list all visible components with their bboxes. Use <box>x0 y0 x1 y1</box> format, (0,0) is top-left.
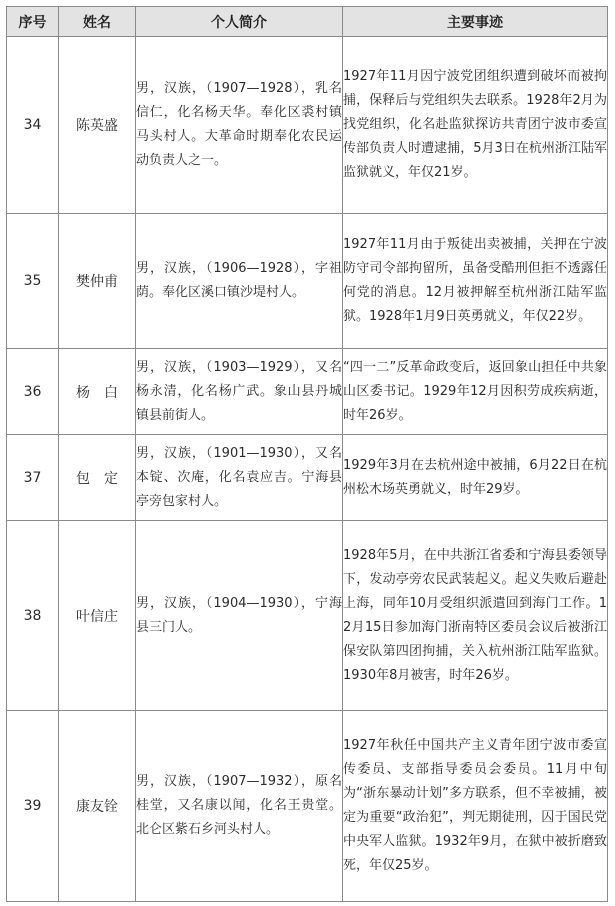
row-bio-text: 男，汉族，（1907—1932），原名桂堂，又名康以闻，化名王贵堂。北仑区紫石乡河头村人。 <box>136 774 342 837</box>
martyr-bio-table <box>6 6 608 902</box>
row-events <box>343 435 608 521</box>
header-events: 主要事迹 <box>343 7 608 37</box>
bio-table-container <box>6 6 608 902</box>
row-events-text: 1929年3月在去杭州途中被捕，6月22日在杭州松木场英勇就义，时年29岁。 <box>343 457 607 497</box>
row-bio-text: 男，汉族，（1907—1928），乳名信仁，化名杨天华。奉化区裘村镇马头村人。大革命时期奉化农民运动负责人之一。 <box>136 81 342 168</box>
table-row <box>7 521 608 711</box>
row-number: 36 <box>7 349 59 435</box>
row-bio-text: 男，汉族，（1901—1930），又名本锭、次庵，化名袁应吉。宁海县亭旁包家村人。 <box>136 445 342 509</box>
row-events-text: “四一二”反革命政变后，返回象山担任中共象山区委书记。1929年12月因积劳成疾病逝，时年26岁。 <box>343 359 607 423</box>
row-name: 陈英盛 <box>59 37 136 214</box>
table-row <box>7 214 608 349</box>
table-row <box>7 711 608 902</box>
row-number: 38 <box>7 521 59 711</box>
row-number: 35 <box>7 214 59 349</box>
table-row <box>7 435 608 521</box>
row-events-text: 1927年11月由于叛徒出卖被捕，关押在宁波防守司令部拘留所，虽备受酷刑但拒不透露任何党的消息。12月被押解至杭州浙江陆军监狱。1928年1月9日英勇就义，年仅22岁。 <box>343 237 607 324</box>
header-number: 序号 <box>7 7 59 37</box>
row-bio <box>136 37 343 214</box>
row-name: 康友铨 <box>59 711 136 902</box>
row-bio <box>136 711 343 902</box>
table-row <box>7 37 608 214</box>
row-events-text: 1928年5月，在中共浙江省委和宁海县委领导下，发动亭旁农民武装起义。起义失败后避赴上海，同年10月受组织派遣回到海门工作。12月15日参加海门浙南特区委员会议后被浙江保安队第四团拘捕，关入杭州浙江陆军监狱。1930年8月被害，时年26岁。 <box>343 547 607 683</box>
row-events-text: 1927年秋任中国共产主义青年团宁波市委宣传委员、支部指导委员会委员。11月中旬为“浙东暴动计划”多方联系，但不幸被捕，被定为重要“政治犯”，判无期徒刑，囚于国民党中央军人监狱。1932年9月，在狱中被折磨致死，年仅25岁。 <box>343 738 607 873</box>
row-bio-text: 男，汉族，（1906—1928），字祖荫。奉化区溪口镇沙堤村人。 <box>136 261 342 300</box>
row-events <box>343 521 608 711</box>
row-name: 包 定 <box>59 435 136 521</box>
row-events <box>343 711 608 902</box>
row-events <box>343 349 608 435</box>
row-bio <box>136 435 343 521</box>
row-name: 叶信庄 <box>59 521 136 711</box>
row-bio-text: 男，汉族，（1904—1930），宁海县三门人。 <box>136 595 342 635</box>
row-number: 34 <box>7 37 59 214</box>
row-name: 樊仲甫 <box>59 214 136 349</box>
header-bio: 个人简介 <box>136 7 343 37</box>
row-number: 37 <box>7 435 59 521</box>
table-row <box>7 349 608 435</box>
row-name: 杨 白 <box>59 349 136 435</box>
header-name: 姓名 <box>59 7 136 37</box>
row-bio <box>136 349 343 435</box>
row-events <box>343 37 608 214</box>
row-bio <box>136 521 343 711</box>
row-events-text: 1927年11月因宁波党团组织遭到破坏而被拘捕，保释后与党组织失去联系。1928年2月为找党组织，化名赴监狱探访共青团宁波市委宣传部负责人时遭逮捕，5月3日在杭州浙江陆军监狱就义，年仅21岁。 <box>343 69 607 180</box>
table-header-row <box>7 7 608 37</box>
row-bio-text: 男，汉族，（1903—1929），又名杨永清，化名杨广武。象山县丹城镇县前街人。 <box>136 359 342 423</box>
row-events <box>343 214 608 349</box>
row-number: 39 <box>7 711 59 902</box>
row-bio <box>136 214 343 349</box>
